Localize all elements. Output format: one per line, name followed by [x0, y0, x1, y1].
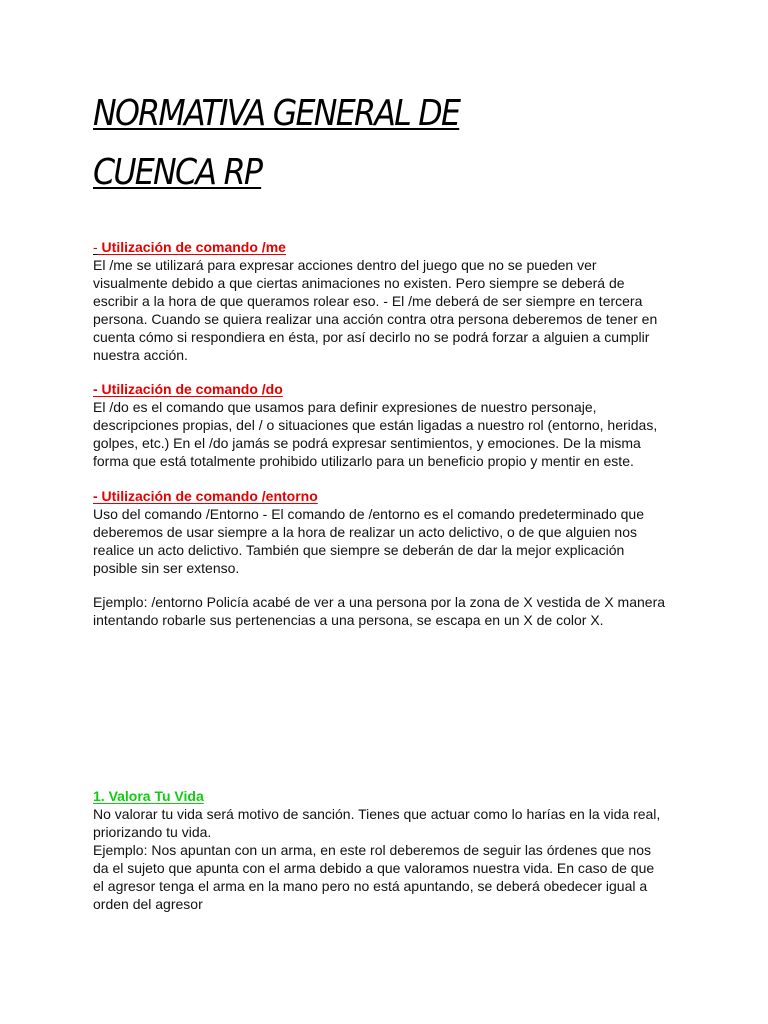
- section-heading-valora-tu-vida: 1. Valora Tu Vida: [93, 788, 204, 804]
- section-example-entorno: Ejemplo: /entorno Policía acabé de ver a una persona por la zona de X vestida de X manera intentando robarle sus pertenencias a una persona, se escapa en un X de color X.: [93, 594, 666, 628]
- section-body-valora-tu-vida: No valorar tu vida será motivo de sanción. Tienes que actuar como lo harías en la vida real, priorizando tu vida. Ejemplo: Nos apuntan con un arma, en este rol deberemos de seguir las órdenes que nos da el sujeto que apunta con el arma debido a que valoramos nuestra vida. En caso de que el agresor tenga el arma en la mano pero no está apuntando, se deberá obedecer igual a orden del agresor: [93, 806, 661, 912]
- section-body-entorno: Uso del comando /Entorno - El comando de /entorno es el comando predeterminado que deberemos de usar siempre a la hora de realizar un acto delictivo, o de que alguien nos realice un acto delictivo. También que siempre se deberán de dar la mejor explicación posible sin ser extenso.: [93, 506, 645, 576]
- section-heading-do: - Utilización de comando /do: [93, 381, 283, 397]
- document-title-line-1: NORMATIVA GENERAL DE: [93, 93, 460, 134]
- section-heading-me-dash: -: [93, 239, 98, 255]
- section-body-do: El /do es el comando que usamos para definir expresiones de nuestro personaje, descripciones propias, del / o situaciones que están ligadas a nuestro rol (entorno, heridas, golpes, etc.) En el /do jamás se podrá expresar sentimientos, y emociones. De la misma forma que está totalmente prohibido utilizarlo para un beneficio propio y mentir en este.: [93, 399, 658, 469]
- section-heading-me: [93, 238, 286, 256]
- document-title-line-2: CUENCA RP: [93, 152, 262, 193]
- section-heading-me-label: Utilización de comando /me: [97, 239, 286, 255]
- section-body-me: El /me se utilizará para expresar acciones dentro del juego que no se pueden ver visualmente debido a que ciertas animaciones no existen. Pero siempre se deberá de escribir a la hora de que queramos rolear eso. - El /me deberá de ser siempre en tercera persona. Cuando se quiera realizar una acción contra otra persona deberemos de tener en cuenta cómo si respondiera en ésta, por así decirlo no se podrá forzar a alguien a cumplir nuestra acción.: [93, 257, 658, 363]
- section-heading-entorno: - Utilización de comando /entorno: [93, 488, 318, 504]
